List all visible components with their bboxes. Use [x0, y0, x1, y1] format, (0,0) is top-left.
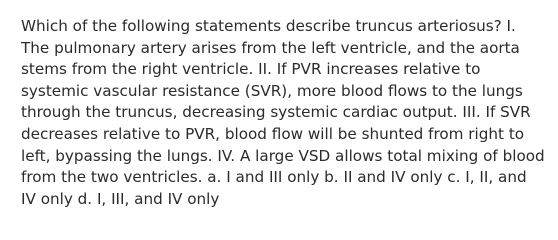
question-text: Which of the following statements describe truncus arteriosus? I. The pulmonary artery arises from the left ventricle, and the aorta stems from the right ventricle. II. If PVR increases relative to systemic vascular resistance (SVR), more blood flows to the lungs through the truncus, decreasing systemic cardiac output. III. If SVR decreases relative to PVR, blood flow will be shunted from right to left, bypassing the lungs. IV. A large VSD allows total mixing of blood from the two ventricles. a. I and III only b. II and IV only c. I, II, and IV only d. I, III, and IV only: [21, 17, 545, 208]
